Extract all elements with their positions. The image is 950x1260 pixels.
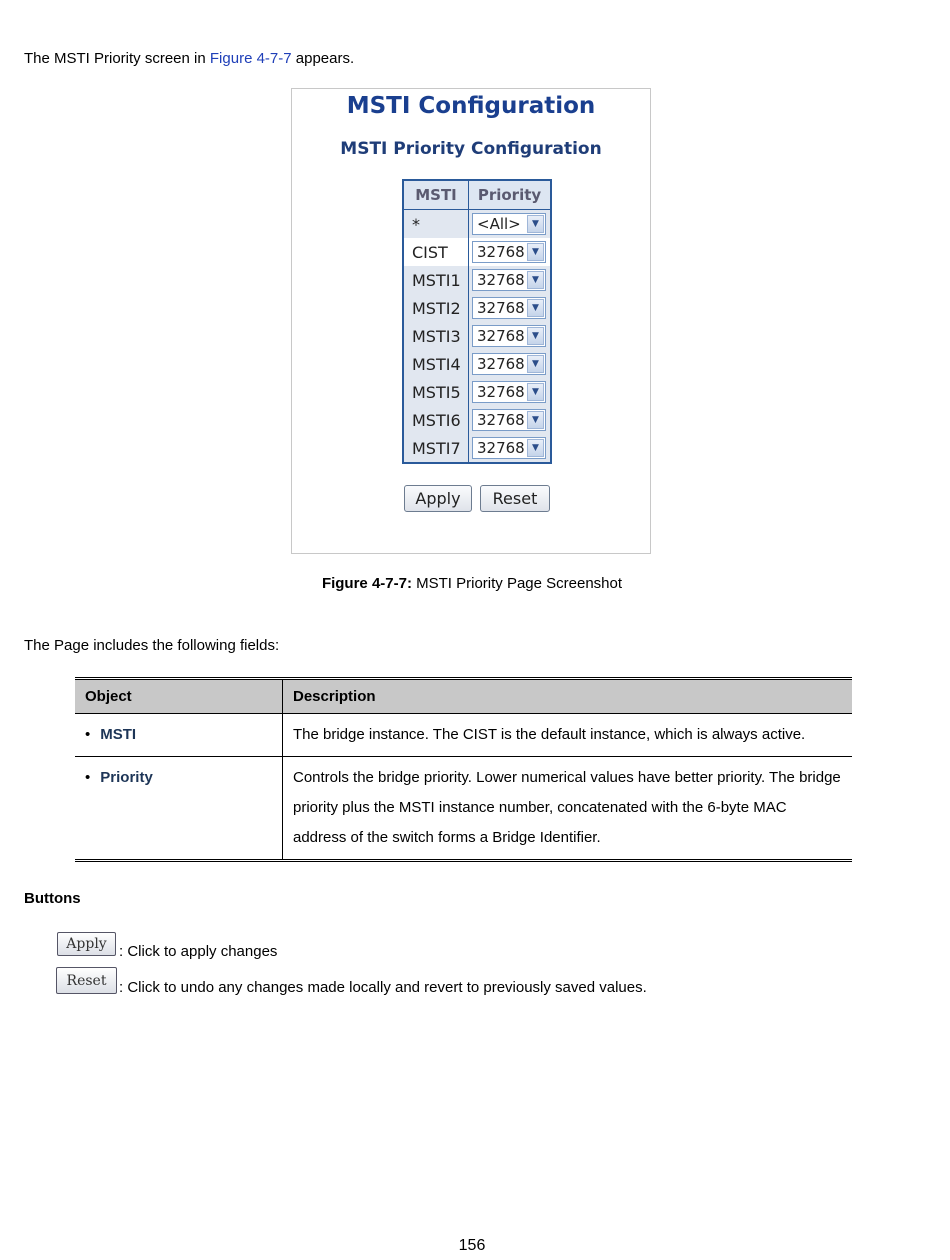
msti-label: MSTI4: [403, 350, 469, 378]
chevron-down-icon[interactable]: ▼: [527, 383, 544, 401]
priority-select[interactable]: [472, 297, 546, 319]
chevron-down-icon[interactable]: ▼: [527, 299, 544, 317]
table-row: [403, 238, 551, 266]
table-row: [403, 434, 551, 463]
priority-value: 32768: [477, 327, 525, 345]
bullet-icon: •: [85, 769, 91, 786]
chevron-down-icon[interactable]: ▼: [527, 411, 544, 429]
table-row: [75, 757, 852, 861]
apply-button[interactable]: Apply: [404, 485, 472, 512]
priority-value: <All>: [477, 215, 521, 233]
intro-suffix: appears.: [291, 50, 355, 67]
buttons-heading: Buttons: [24, 890, 81, 907]
column-header-msti: MSTI: [403, 180, 469, 210]
msti-label: MSTI6: [403, 406, 469, 434]
msti-label: MSTI7: [403, 434, 469, 463]
page-number: 156: [458, 1237, 486, 1254]
caption-label: Figure 4-7-7:: [321, 575, 412, 592]
fields-table: [75, 677, 852, 862]
priority-value: 32768: [477, 439, 525, 457]
msti-label: MSTI5: [403, 378, 469, 406]
msti-label: MSTI1: [403, 266, 469, 294]
intro-paragraph: [24, 50, 354, 67]
msti-label: *: [403, 210, 469, 239]
apply-button-sample: Apply: [57, 932, 116, 956]
object-description: Controls the bridge priority. Lower numerical values have better priority. The bridge priority plus the MSTI instance number, concatenated with the 6-byte MAC address of the switch forms a Bridge Identifier.: [293, 769, 841, 846]
priority-value: 32768: [477, 271, 525, 289]
priority-value: 32768: [477, 411, 525, 429]
apply-description: : Click to apply changes: [119, 943, 278, 960]
chevron-down-icon[interactable]: ▼: [527, 355, 544, 373]
priority-value: 32768: [477, 299, 525, 317]
priority-value: 32768: [477, 243, 525, 261]
table-row: [403, 294, 551, 322]
screenshot-title: MSTI Configuration: [346, 93, 596, 119]
object-name: MSTI: [100, 726, 137, 743]
table-row: [403, 406, 551, 434]
table-row: [403, 350, 551, 378]
table-row: [403, 378, 551, 406]
priority-select[interactable]: [472, 437, 546, 459]
reset-description: : Click to undo any changes made locally and revert to previously saved values.: [119, 979, 647, 996]
msti-label: MSTI3: [403, 322, 469, 350]
priority-select[interactable]: [472, 213, 546, 235]
reset-button[interactable]: Reset: [480, 485, 550, 512]
msti-label: CIST: [403, 238, 469, 266]
table-row: [403, 266, 551, 294]
header-description: Description: [283, 679, 853, 714]
msti-label: MSTI2: [403, 294, 469, 322]
priority-value: 32768: [477, 355, 525, 373]
bullet-icon: •: [85, 726, 91, 743]
priority-select[interactable]: [472, 241, 546, 263]
priority-select[interactable]: [472, 325, 546, 347]
msti-screenshot-panel: [291, 88, 651, 554]
screenshot-subtitle: MSTI Priority Configuration: [340, 139, 602, 159]
header-object: Object: [75, 679, 283, 714]
chevron-down-icon[interactable]: ▼: [527, 271, 544, 289]
table-row: [403, 322, 551, 350]
priority-select[interactable]: [472, 353, 546, 375]
figure-link[interactable]: Figure 4-7-7: [209, 50, 292, 67]
intro-prefix: The MSTI Priority screen in: [24, 50, 210, 67]
priority-select[interactable]: [472, 269, 546, 291]
chevron-down-icon[interactable]: ▼: [527, 439, 544, 457]
figure-caption: [0, 575, 944, 592]
priority-select[interactable]: [472, 381, 546, 403]
priority-value: 32768: [477, 383, 525, 401]
object-description: The bridge instance. The CIST is the default instance, which is always active.: [283, 714, 853, 757]
table-row: [75, 714, 852, 757]
column-header-priority: Priority: [469, 180, 552, 210]
caption-text: MSTI Priority Page Screenshot: [411, 575, 623, 592]
object-name: Priority: [100, 769, 153, 786]
chevron-down-icon[interactable]: ▼: [527, 243, 544, 261]
reset-button-sample: Reset: [56, 967, 117, 994]
chevron-down-icon[interactable]: ▼: [527, 327, 544, 345]
fields-intro: The Page includes the following fields:: [24, 637, 280, 654]
priority-select[interactable]: [472, 409, 546, 431]
msti-priority-table: [402, 179, 552, 464]
table-row: [403, 210, 551, 239]
chevron-down-icon[interactable]: ▼: [527, 215, 544, 233]
